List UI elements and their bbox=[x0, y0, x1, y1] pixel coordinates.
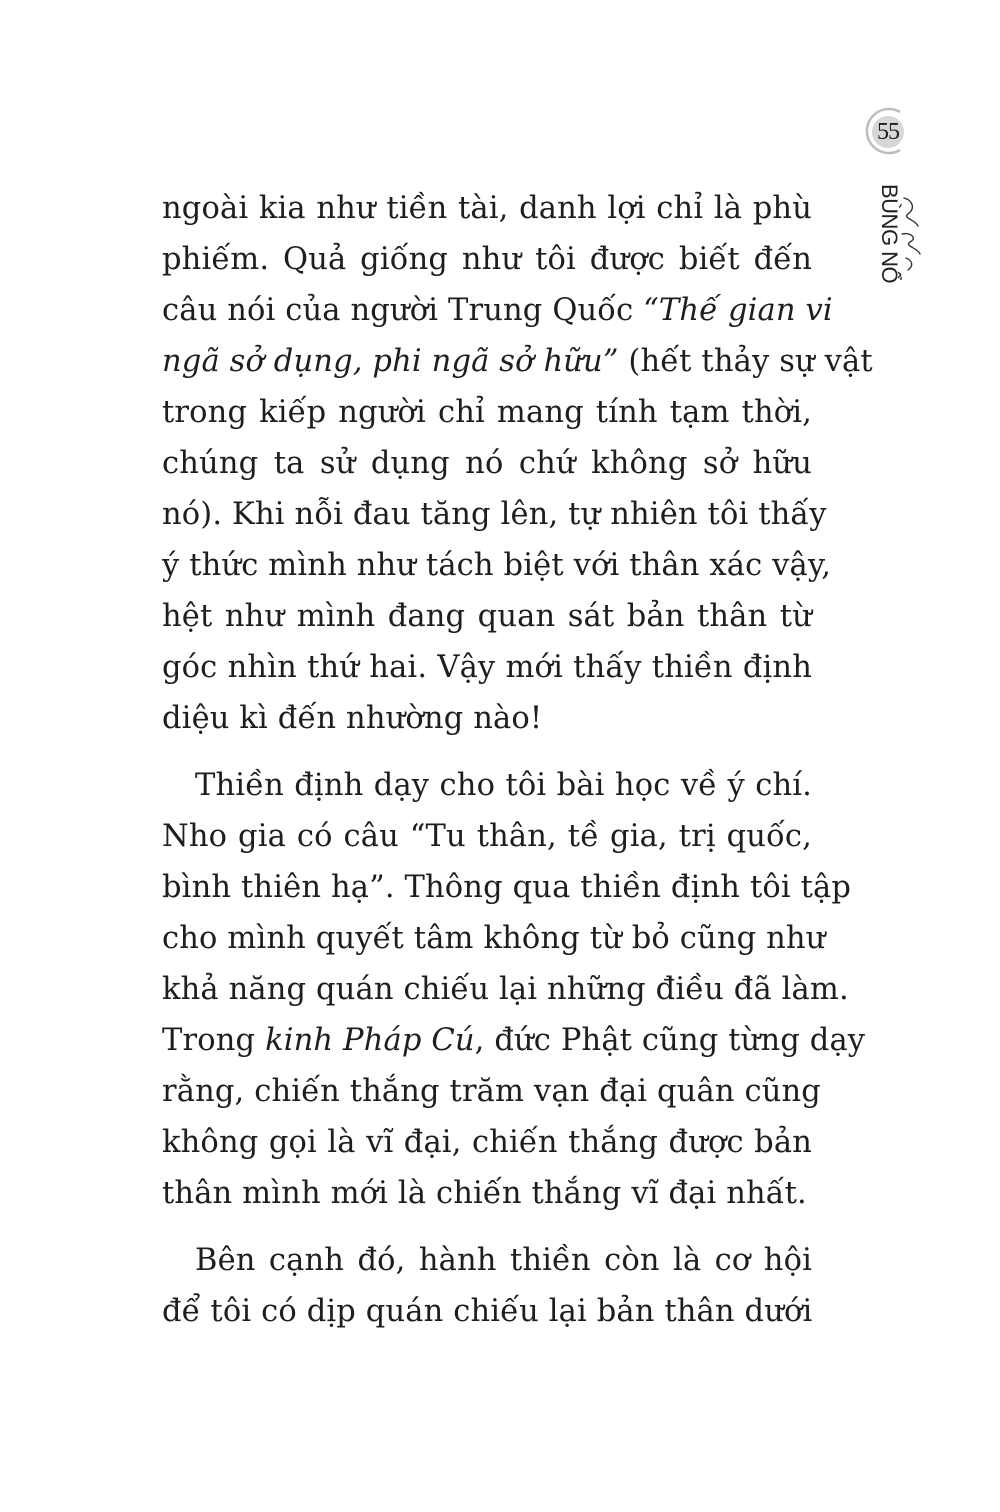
author-signature-logo bbox=[898, 194, 924, 274]
text-line: thân mình mới là chiến thắng vĩ đại nhất. bbox=[162, 1176, 807, 1211]
italic-text: kinh Pháp Cú bbox=[265, 1023, 475, 1058]
running-header bbox=[868, 184, 928, 294]
text-segment: Trong bbox=[162, 1023, 266, 1058]
text-line: ý thức mình như tách biệt với thân xác vậy, bbox=[162, 548, 832, 583]
text-line: không gọi là vĩ đại, chiến thắng được bản bbox=[162, 1125, 812, 1160]
text-line bbox=[162, 1015, 866, 1066]
text-line bbox=[162, 285, 833, 336]
page-number-badge bbox=[862, 106, 912, 156]
italic-text: ngã sở dụng, phi ngã sở hữu” bbox=[162, 344, 619, 379]
paragraph-3 bbox=[162, 1235, 812, 1337]
text-line: Bên cạnh đó, hành thiền còn là cơ hội bbox=[195, 1243, 812, 1278]
text-segment: , đức Phật cũng từng dạy bbox=[474, 1023, 866, 1058]
text-line: diệu kì đến nhường nào! bbox=[162, 701, 543, 736]
text-line: cho mình quyết tâm không từ bỏ cũng như bbox=[162, 921, 826, 956]
text-segment: câu nói của người Trung Quốc bbox=[162, 293, 644, 328]
text-line: Thiền định dạy cho tôi bài học về ý chí. bbox=[195, 768, 812, 803]
paragraph-2 bbox=[162, 760, 866, 1219]
text-line: trong kiếp người chỉ mang tính tạm thời, bbox=[162, 395, 812, 430]
text-line: bình thiên hạ”. Thông qua thiền định tôi tập bbox=[162, 870, 852, 905]
text-line: hệt như mình đang quan sát bản thân từ bbox=[162, 599, 812, 634]
text-line bbox=[162, 336, 873, 387]
text-segment: (hết thảy sự vật bbox=[618, 344, 873, 379]
text-line: góc nhìn thứ hai. Vậy mới thấy thiền định bbox=[162, 650, 812, 685]
paragraph-1 bbox=[162, 183, 873, 744]
text-line: rằng, chiến thắng trăm vạn đại quân cũng bbox=[162, 1074, 821, 1109]
italic-text: “Thế gian vi bbox=[643, 293, 833, 328]
page-number: 55 bbox=[872, 116, 904, 148]
body-text bbox=[162, 183, 873, 1337]
text-line: khả năng quán chiếu lại những điều đã làm. bbox=[162, 972, 849, 1007]
text-line: Nho gia có câu “Tu thân, tề gia, trị quốc, bbox=[162, 819, 812, 854]
text-line: phiếm. Quả giống như tôi được biết đến bbox=[162, 242, 812, 277]
text-line: chúng ta sử dụng nó chứ không sở hữu bbox=[162, 446, 812, 481]
text-line: ngoài kia như tiền tài, danh lợi chỉ là phù bbox=[162, 191, 812, 226]
running-header-title: BÙNG NỔ bbox=[877, 184, 902, 284]
text-line: nó). Khi nỗi đau tăng lên, tự nhiên tôi thấy bbox=[162, 497, 827, 532]
text-line: để tôi có dịp quán chiếu lại bản thân dưới bbox=[162, 1294, 813, 1329]
